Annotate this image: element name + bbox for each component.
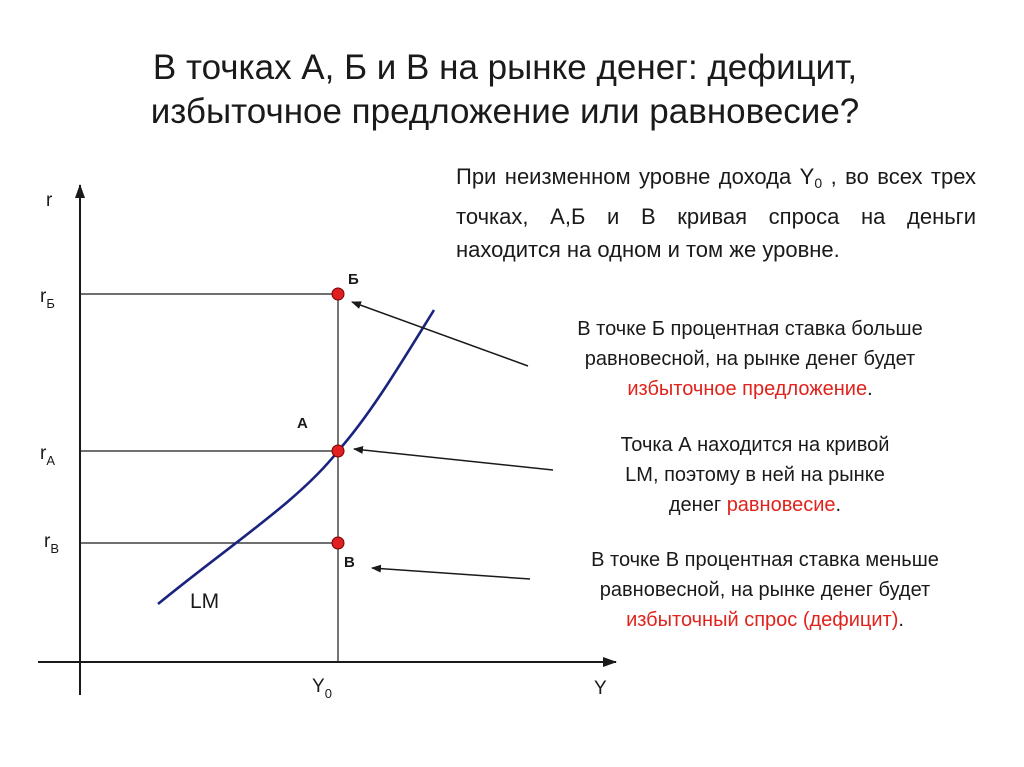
y-axis-label: r <box>46 190 53 211</box>
point-b-marker <box>332 288 344 300</box>
x-tick-y0-main: Y <box>312 676 325 697</box>
point-v-label: В <box>344 554 355 571</box>
x-axis-label: Y <box>594 678 607 699</box>
explanation-a-line-2: LM, поэтому в ней на рынке <box>625 464 885 486</box>
x-tick-y0 <box>312 676 332 701</box>
intro-subscript: 0 <box>814 175 823 191</box>
y-tick-rv-sub: B <box>50 541 59 556</box>
y-tick-ra-sub: A <box>46 453 55 468</box>
lm-curve-label: LM <box>190 590 220 613</box>
title-line-1: В точках А, Б и В на рынке денег: дефицит, <box>152 48 858 87</box>
x-tick-y0-sub: 0 <box>324 686 332 701</box>
intro-text-after: , во всех трех точках, А,Б и В кривая спроса на деньги находится на одном и том же уровне. <box>456 164 976 262</box>
y-tick-rv <box>44 531 59 556</box>
arrow-to-point-a <box>354 449 553 470</box>
arrow-to-point-v <box>372 568 530 579</box>
explanation-a-prefix: денег <box>668 494 727 516</box>
intro-text-before: При неизменном уровне дохода Y <box>456 164 815 189</box>
y-tick-rb-sub: Б <box>46 296 55 311</box>
explanation-b-highlight: избыточное предложение <box>627 378 868 400</box>
explanation-v-highlight: избыточный спрос (дефицит) <box>626 609 899 631</box>
explanation-b-line-2: равновесной, на рынке денег будет <box>584 348 916 370</box>
title-line-2: избыточное предложение или равновесие? <box>150 92 860 131</box>
y-tick-rv-main: r <box>44 531 51 552</box>
explanation-b-end: . <box>867 378 873 400</box>
point-v-marker <box>332 537 344 549</box>
y-tick-rb-main: r <box>40 286 47 307</box>
explanation-a-highlight: равновесие <box>726 494 836 516</box>
explanation-v-end: . <box>898 609 904 631</box>
explanation-v-line-1: В точке В процентная ставка меньше <box>591 549 939 571</box>
point-a-label: А <box>297 415 308 432</box>
y-tick-rb <box>40 286 55 311</box>
point-a-marker <box>332 445 344 457</box>
explanation-v-line-2: равновесной, на рынке денег будет <box>599 579 931 601</box>
y-tick-ra <box>40 443 55 468</box>
point-b-label: Б <box>348 271 359 288</box>
explanation-a-line-1: Точка А находится на кривой <box>620 434 890 456</box>
lm-curve <box>158 310 434 604</box>
explanation-a-end: . <box>835 494 842 516</box>
explanation-b-line-1: В точке Б процентная ставка больше <box>577 318 923 340</box>
y-tick-ra-main: r <box>40 443 47 464</box>
arrow-to-point-b <box>352 302 528 366</box>
